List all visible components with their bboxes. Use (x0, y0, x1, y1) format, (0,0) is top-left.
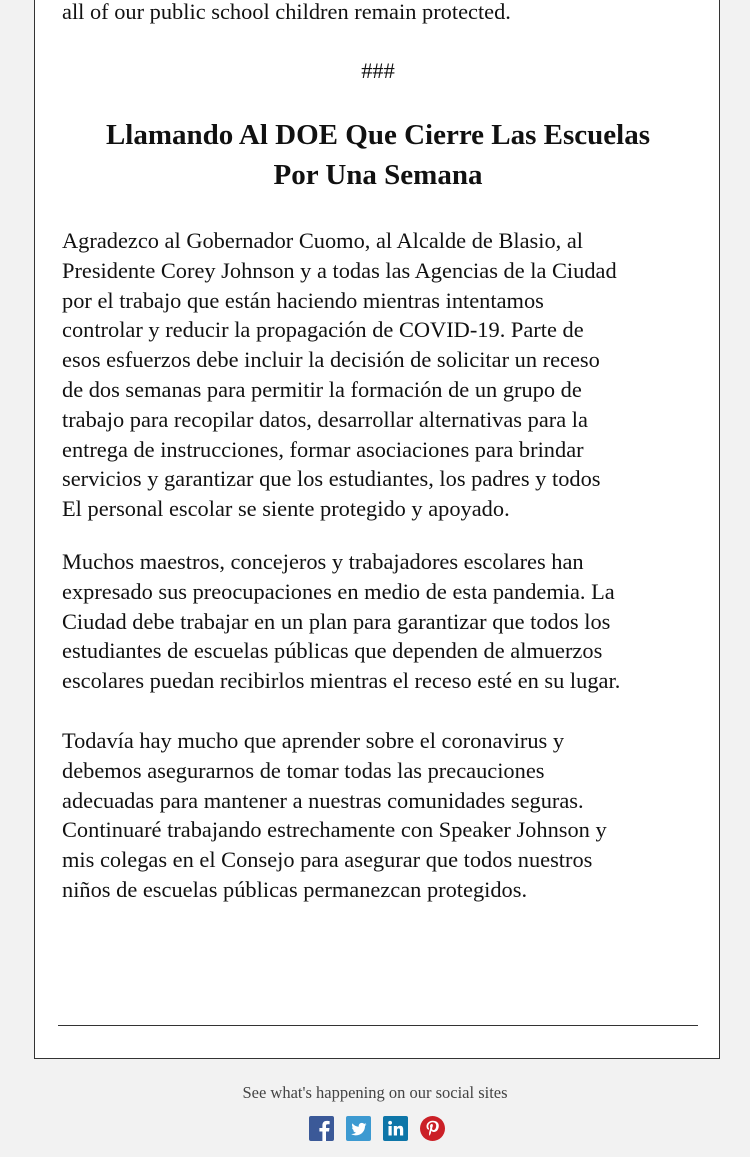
paragraph-line: estudiantes de escuelas públicas que dependen de almuerzos (62, 638, 603, 664)
paragraph-line: Muchos maestros, concejeros y trabajadores escolares han (62, 549, 584, 574)
facebook-icon[interactable] (309, 1116, 334, 1141)
paragraph-line: Continuaré trabajando estrechamente con Speaker Johnson y (62, 817, 607, 843)
paragraph-3 (62, 726, 702, 905)
paragraph-line: Ciudad debe trabajar en un plan para garantizar que todos los (62, 608, 611, 634)
separator-text: ### (361, 58, 395, 83)
paragraph-line: Presidente Corey Johnson y a todas las Agencias de la Ciudad (62, 257, 617, 283)
social-links (309, 1116, 445, 1141)
linkedin-icon[interactable] (383, 1116, 408, 1141)
paragraph-line: El personal escolar se siente protegido y apoyado. (62, 496, 510, 522)
paragraph-line: Todavía hay mucho que aprender sobre el coronavirus y (62, 728, 565, 753)
footer-divider (58, 1025, 698, 1026)
paragraph-line: debemos asegurarnos de tomar todas las precauciones (62, 757, 545, 783)
intro-tail-text: all of our public school children remain protected. (62, 0, 511, 24)
paragraph-line: expresado sus preocupaciones en medio de esta pandemia. La (62, 578, 615, 604)
paragraph-line: de dos semanas para permitir la formación de un grupo de (62, 376, 582, 402)
article-heading (35, 115, 721, 195)
paragraph-2 (62, 547, 702, 696)
paragraph-line: niños de escuelas públicas permanezcan protegidos. (62, 876, 528, 902)
heading-line: Llamando Al DOE Que Cierre Las Escuelas (105, 119, 651, 151)
paragraph-line: trabajo para recopilar datos, desarrollar alternativas para la (62, 406, 588, 432)
paragraph-line: mis colegas en el Consejo para asegurar que todos nuestros (62, 847, 593, 873)
paragraph-line: controlar y reducir la propagación de COVID-19. Parte de (62, 317, 584, 343)
pinterest-icon[interactable] (420, 1116, 445, 1141)
social-footer-text: See what's happening on our social sites (242, 1083, 508, 1102)
paragraph-line: adecuadas para mantener a nuestras comunidades seguras. (62, 787, 584, 813)
email-content-card (34, 0, 720, 1059)
paragraph-line: escolares puedan recibirlos mientras el receso esté en su lugar. (62, 668, 621, 694)
paragraph-line: Agradezco al Gobernador Cuomo, al Alcalde de Blasio, al (62, 228, 584, 253)
twitter-icon[interactable] (346, 1116, 371, 1141)
paragraph-line: entrega de instrucciones, formar asociaciones para brindar (62, 436, 584, 462)
paragraph-line: servicios y garantizar que los estudiantes, los padres y todos (62, 466, 601, 492)
paragraph-line: esos esfuerzos debe incluir la decisión de solicitar un receso (62, 347, 600, 373)
heading-line: Por Una Semana (273, 159, 483, 191)
paragraph-1 (62, 226, 702, 524)
paragraph-line: por el trabajo que están haciendo mientras intentamos (62, 287, 544, 313)
